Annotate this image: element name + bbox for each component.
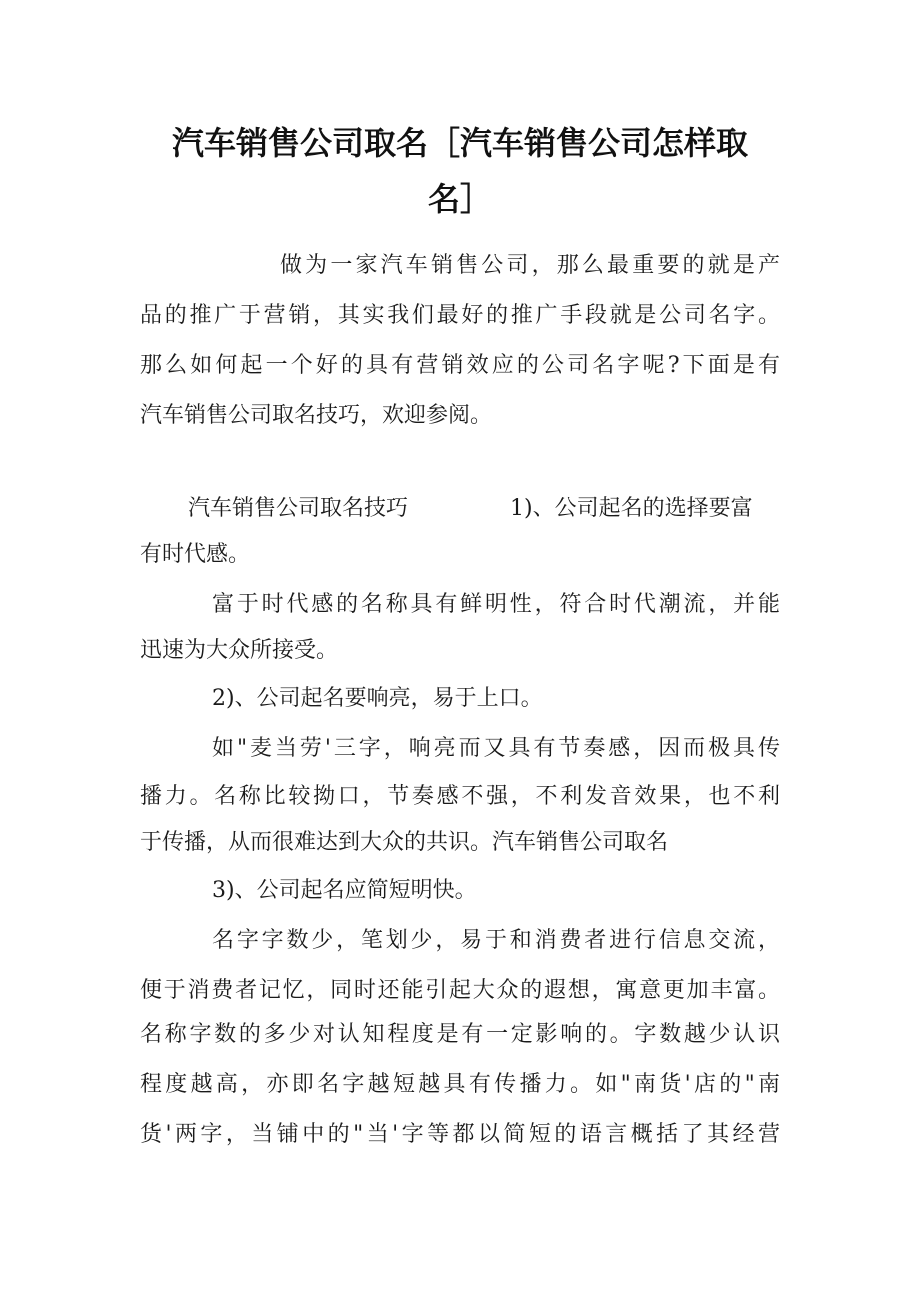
- section-heading: 汽车销售公司取名技巧: [188, 496, 409, 521]
- document-title-line-1: 汽车销售公司取名［汽车销售公司怎样取: [171, 124, 748, 162]
- paragraph-line: 汽车销售公司取名技巧，欢迎参阅。: [140, 403, 493, 428]
- paragraph-line: 迅速为大众所接受。: [140, 638, 339, 663]
- paragraph-line: 那么如何起一个好的具有营销效应的公司名字呢?下面是有: [140, 353, 780, 378]
- paragraph-line: 名字字数少，笔划少，易于和消费者进行信息交流，: [212, 928, 780, 953]
- paragraph-line: 品的推广于营销，其实我们最好的推广手段就是公司名字。: [140, 303, 780, 328]
- paragraph-line: 有时代感。: [140, 542, 251, 567]
- document-title-line-2: 名］: [427, 180, 492, 218]
- paragraph-line: 便于消费者记忆，同时还能引起大众的遐想，寓意更加丰富。: [140, 978, 780, 1003]
- paragraph-line: 程度越高，亦即名字越短越具有传播力。如"南货'店的"南: [140, 1072, 780, 1097]
- subheading-line: 2)、公司起名要响亮，易于上口。: [212, 686, 543, 711]
- paragraph-line: 名称字数的多少对认知程度是有一定影响的。字数越少认识: [140, 1022, 780, 1047]
- paragraph-line: 于传播，从而很难达到大众的共识。汽车销售公司取名: [140, 830, 669, 855]
- paragraph-line: 如"麦当劳'三字，响亮而又具有节奏感，因而极具传: [212, 736, 780, 761]
- subheading-line: 3)、公司起名应简短明快。: [212, 878, 477, 903]
- paragraph-line: 做为一家汽车销售公司，那么最重要的就是产: [280, 253, 780, 278]
- paragraph-line: 播力。名称比较拗口，节奏感不强，不利发音效果，也不利: [140, 784, 780, 809]
- paragraph-line: 货'两字，当铺中的"当'字等都以简短的语言概括了其经营: [140, 1122, 780, 1147]
- paragraph-line: 富于时代感的名称具有鲜明性，符合时代潮流，并能: [212, 592, 780, 617]
- paragraph-line: 1)、公司起名的选择要富: [510, 496, 753, 521]
